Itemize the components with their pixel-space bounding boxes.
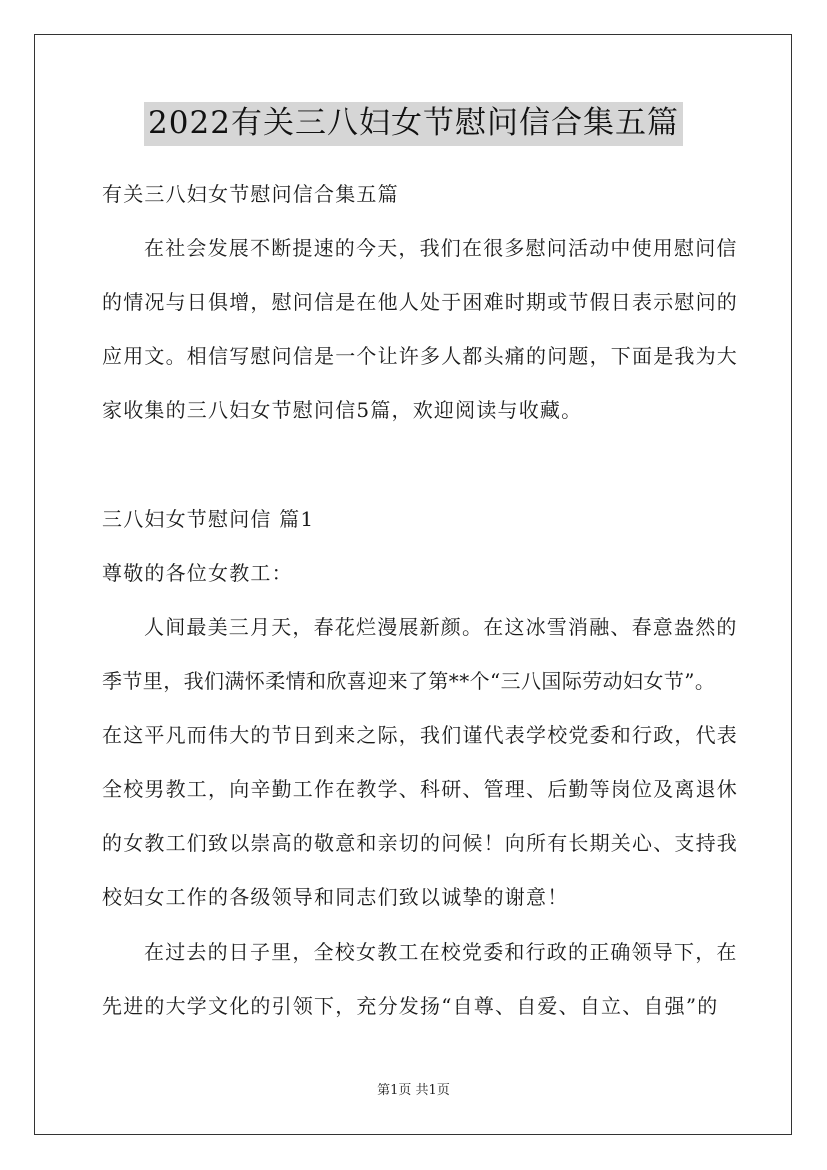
intro-line: 在社会发展不断提速的今天，我们在很多慰问活动中使用慰问信	[144, 236, 738, 260]
page-footer: 第1页 共1页	[377, 1083, 450, 1098]
paragraph-line: 的女教工们致以崇高的敬意和亲切的问候！向所有长期关心、支持我	[102, 831, 738, 855]
paragraph-line: 在过去的日子里，全校女教工在校党委和行政的正确领导下，在	[144, 940, 738, 964]
subtitle: 有关三八妇女节慰问信合集五篇	[102, 182, 399, 206]
intro-line: 应用文。相信写慰问信是一个让许多人都头痛的问题，下面是我为大	[102, 344, 738, 368]
paragraph-line: 全校男教工，向辛勤工作在教学、科研、管理、后勤等岗位及离退休	[102, 777, 738, 801]
document-title	[0, 102, 827, 146]
paragraph-line: 在这平凡而伟大的节日到来之际，我们谨代表学校党委和行政，代表	[102, 723, 738, 747]
paragraph-line: 先进的大学文化的引领下，充分发扬“自尊、自爱、自立、自强”的	[102, 994, 719, 1018]
paragraph-line: 季节里，我们满怀柔情和欣喜迎来了第**个“三八国际劳动妇女节”。	[102, 669, 716, 693]
document-title-text: 2022有关三八妇女节慰问信合集五篇	[144, 102, 683, 146]
paragraph-line: 人间最美三月天，春花烂漫展新颜。在这冰雪消融、春意盎然的	[144, 615, 738, 639]
intro-line: 的情况与日俱增，慰问信是在他人处于困难时期或节假日表示慰问的	[102, 290, 738, 314]
paragraph-line: 校妇女工作的各级领导和同志们致以诚挚的谢意！	[102, 885, 569, 909]
intro-line: 家收集的三八妇女节慰问信5篇，欢迎阅读与收藏。	[102, 398, 583, 422]
salutation: 尊敬的各位女教工：	[102, 561, 293, 585]
section-heading: 三八妇女节慰问信 篇1	[102, 507, 315, 531]
